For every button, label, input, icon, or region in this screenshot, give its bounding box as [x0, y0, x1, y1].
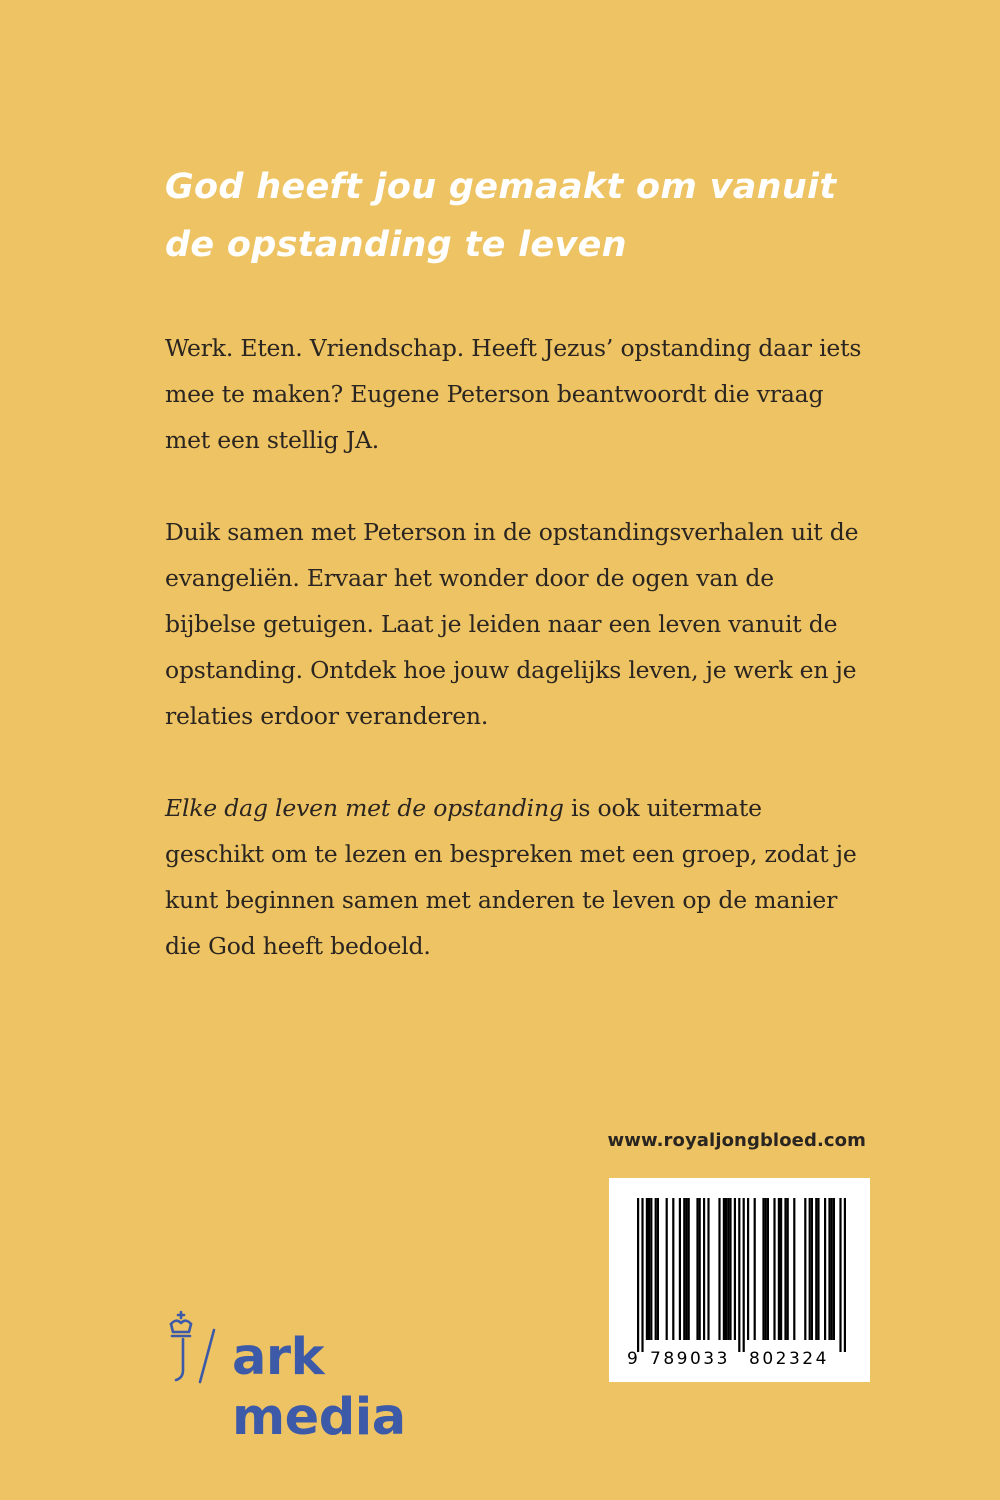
- barcode-bar: [696, 1198, 698, 1340]
- blurb-paragraph-1: Werk. Eten. Vriendschap. Heeft Jezus’ opstanding daar iets mee te maken? Eugene Peterson beantwoordt die vraag met een stellig JA.: [165, 334, 862, 454]
- barcode-bar: [672, 1198, 674, 1340]
- barcode-bar: [787, 1198, 789, 1340]
- barcode-bar: [784, 1198, 786, 1340]
- barcode-bar: [780, 1198, 782, 1340]
- barcode-bar: [707, 1198, 709, 1340]
- barcode-bar: [657, 1198, 659, 1340]
- barcode-bar: [655, 1198, 657, 1340]
- barcode-digit-first: 9: [627, 1349, 638, 1369]
- barcode-bar: [679, 1198, 681, 1340]
- barcode-bar: [703, 1198, 705, 1340]
- headline-line-2: de opstanding te leven: [165, 225, 627, 265]
- barcode-bar: [773, 1198, 775, 1340]
- barcode-bar: [725, 1198, 727, 1340]
- barcode-bar: [646, 1198, 648, 1340]
- barcode-bar: [824, 1198, 826, 1340]
- ark-media-logo: [168, 1310, 508, 1447]
- blurb-paragraph-3: [165, 785, 865, 969]
- barcode-bar: [685, 1198, 687, 1340]
- barcode-bar: [683, 1198, 685, 1340]
- barcode-bar: [767, 1198, 769, 1340]
- logo-wordmark: ark media: [232, 1328, 406, 1447]
- barcode-bar: [804, 1198, 806, 1340]
- barcode-bar: [828, 1198, 830, 1340]
- barcode-bar: [727, 1198, 729, 1340]
- blurb-paragraph-2: Duik samen met Peterson in de opstandingsverhalen uit de evangeliën. Ervaar het wonder door de ogen van de bijbelse getuigen. Laat je leiden naar een leven vanuit de opstanding. Ontdek hoe jouw dagelijks leven, je werk en je relaties erdoor veranderen.: [165, 518, 859, 730]
- barcode-bar: [793, 1198, 795, 1340]
- barcode-bar: [765, 1198, 767, 1340]
- barcode-bar: [729, 1198, 731, 1340]
- barcode-bar: [778, 1198, 780, 1340]
- book-title-italic: Elke dag leven met de opstanding: [165, 794, 564, 822]
- barcode-bar: [809, 1198, 811, 1340]
- barcode-bar: [811, 1198, 813, 1340]
- barcode-bar: [844, 1198, 846, 1352]
- isbn-barcode: [609, 1178, 870, 1382]
- barcode-bar: [743, 1198, 745, 1352]
- barcode-bar: [650, 1198, 652, 1340]
- barcode-bar: [734, 1198, 736, 1340]
- barcode-bar: [666, 1198, 668, 1340]
- barcode-bar: [762, 1198, 764, 1340]
- barcode-bar: [831, 1198, 833, 1340]
- publisher-url[interactable]: www.royaljongbloed.com: [607, 1130, 866, 1151]
- barcode-bar: [839, 1198, 841, 1352]
- barcode-bar: [718, 1198, 720, 1340]
- barcode-digits-left: 789033: [650, 1349, 730, 1369]
- blurb: [165, 325, 865, 1015]
- blurb-paragraph-3-rest: is ook uitermate geschikt om te lezen en bespreken met een groep, zodat je kunt beginnen samen met anderen te leven op de manier die God heeft bedoeld.: [165, 794, 857, 960]
- barcode-bar: [723, 1198, 725, 1340]
- barcode-bar: [648, 1198, 650, 1340]
- barcode-bar: [688, 1198, 690, 1340]
- barcode-bar: [817, 1198, 819, 1340]
- barcode-bar: [747, 1198, 749, 1340]
- barcode-bar: [699, 1198, 701, 1340]
- barcode-bar: [833, 1198, 835, 1340]
- headline: [165, 158, 905, 274]
- barcode-bar: [754, 1198, 756, 1340]
- barcode-bar: [641, 1198, 643, 1352]
- barcode-graphic: [609, 1178, 870, 1382]
- barcode-digits-right: 802324: [749, 1349, 829, 1369]
- headline-line-1: God heeft jou gemaakt om vanuit: [165, 167, 837, 207]
- barcode-bar: [738, 1198, 740, 1352]
- crown-j-logo-icon: [168, 1310, 230, 1390]
- barcode-bar: [637, 1198, 639, 1352]
- barcode-bar: [815, 1198, 817, 1340]
